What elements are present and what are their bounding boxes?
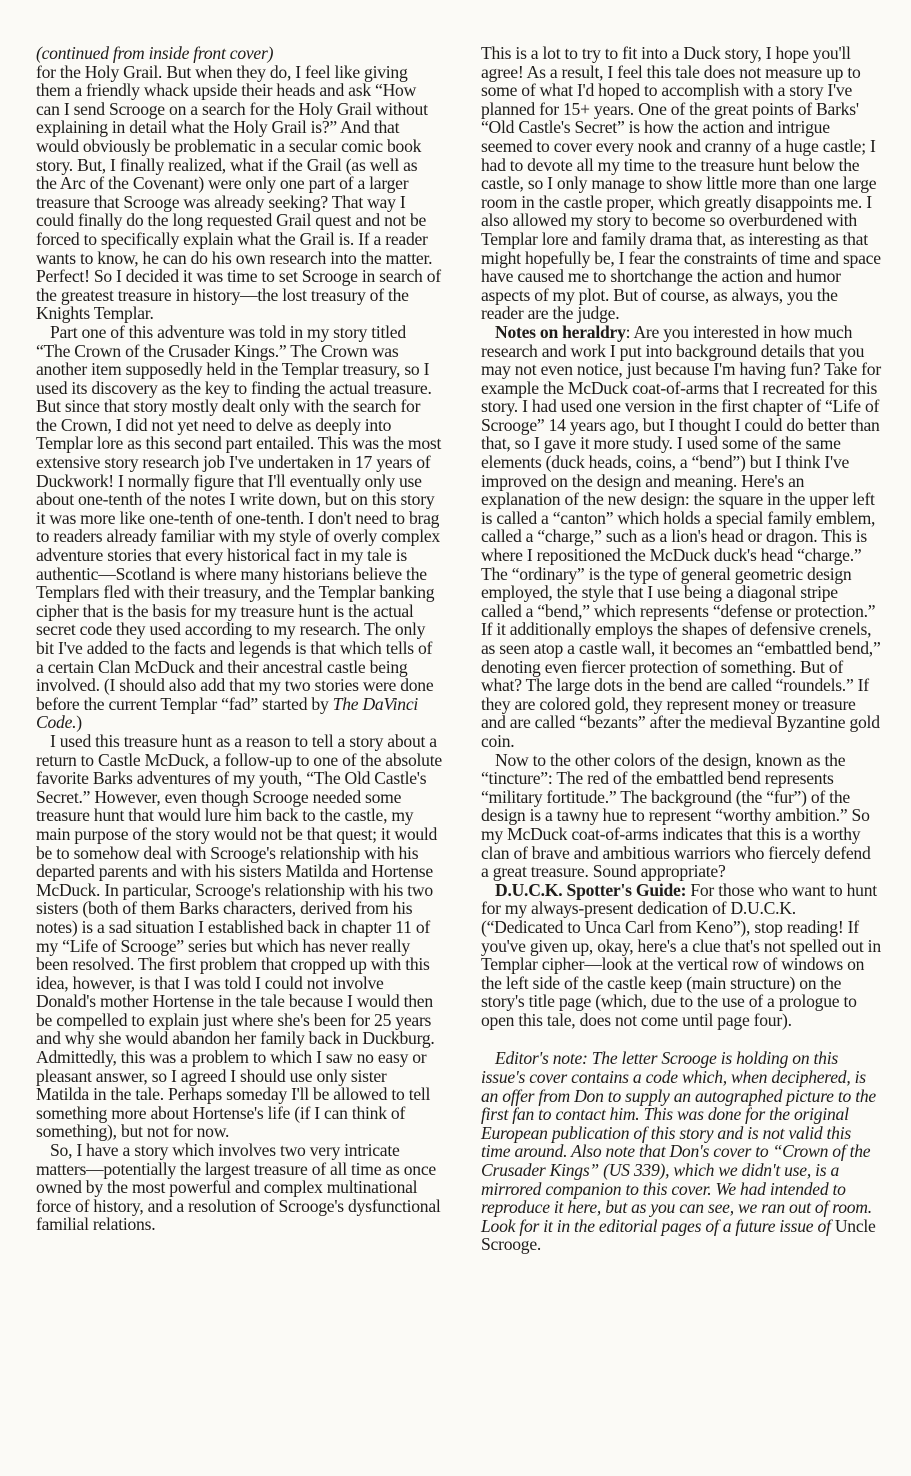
magazine-title: Uncle Scrooge. [481,1215,876,1255]
paragraph-text: Part one of this adventure was told in my story titled “The Crown of the Crusader Kings.” The Crown was another item supposedly held in the Templar treasury, so I used its discovery as the key to finding the actual treasure. But since that story mostly dealt only with the search for the Crown, I did not yet need to delve as deeply into Templar lore as this second part entailed. This was the most extensive story research job I've undertaken in 17 years of Duckwork! I normally figure that I'll eventually only use about one-tenth of the notes I write down, but on this story it was more like one-tenth of one-tenth. I don't need to brag to readers already familiar with my style of overly complex adventure stories that every historical fact in my tale is authentic—Scotland is where many historians believe the Templars fled with their treasury, and the Templar banking cipher that is the basis for my treasure hunt is the actual secret code they used according to my research. The only bit I've added to the facts and legends is that which tells of a certain Clan McDuck and their ancestral castle being involved. (I should also add that my two stories were done before the current Templar “fad” started by [36,321,442,714]
paragraph-castle: I used this treasure hunt as a reason to tell a story about a return to Castle McDuck, a follow-up to one of the absolute favorite Barks adventures of my youth, “The Old Castle's Secret.” However, even though Scrooge needed some treasure hunt that would lure him back to the castle, my main purpose of the story would not be that quest; it would be to somehow deal with Scrooge's relationship with his departed parents and with his sisters Matilda and Hortense McDuck. In particular, Scrooge's relationship with his two sisters (both of them Barks characters, derived from his notes) is a sad situation I established back in chapter 11 of my “Life of Scrooge” series but which has never really been resolved. The first problem that cropped up with this idea, however, is that I was told I could not involve Donald's mother Hortense in the tale because I would then be compelled to explain just where she's been for 25 years and why she would abandon her family back in Duckburg. Admittedly, this was a problem to which I saw no easy or pleasant answer, so I agreed I should use only sister Matilda in the tale. Perhaps someday I'll be allowed to tell something more about Hortense's life (if I can think of something), but not for now. [36,730,442,1142]
paragraph-tincture: Now to the other colors of the design, known as the “tincture”: The red of the embattled bend represents “military fortitude.” The background (the “fur”) of the design is a tawny hue to represent “worthy ambition.” So my McDuck coat-of-arms indicates that this is a worthy clan of brave and ambitious warriors who fiercely defend a great treasure. Sound appropriate? [481,749,871,882]
continuation-note [36,44,442,323]
editor-note [481,1049,881,1254]
paragraph-crown [36,323,442,732]
paragraph-spotter [481,881,881,1030]
paragraph-text: for the Holy Grail. But when they do, I feel like giving them a friendly whack upside their heads and ask “How can I send Scrooge on a search for the Holy Grail without explaining in detail what the Holy Grail is?” And that would obviously be problematic in a secular comic book story. But, I finally realized, what if the Grail (as well as the Arc of the Covenant) were only one part of a larger treasure that Scrooge was already seeking? That way I could finally do the long requested Grail quest and not be forced to specifically explain what the Grail is. If a reader wants to know, he can do his own research into the matter. Perfect! So I decided it was time to set Scrooge in search of the greatest treasure in history—the lost treasury of the Knights Templar. [36,61,441,324]
right-column [481,44,881,1254]
paragraph-summary: So, I have a story which involves two very intricate matters—potentially the largest treasure of all time as once owned by the most powerful and complex multinational force of history, and a resolution of Scrooge's dysfunctional familial relations. [36,1140,441,1235]
left-column [36,44,442,1234]
continued-from-label: (continued from inside front cover) [36,43,274,63]
spotter-heading: D.U.C.K. Spotter's Guide: [495,879,687,900]
paragraph-heraldry [481,323,881,751]
heraldry-heading: Notes on heraldry [495,321,626,342]
book-title: The DaVinci Code. [36,693,419,733]
paragraph-text: ) [76,712,82,733]
paragraph-text: : Are you interested in how much research and work I put into background details that you may not even notice, just because I'm having fun? Take for example the McDuck coat-of-arms that I recreated for this story. I had used one version in the first chapter of “Life of Scrooge” 14 years ago, but I thought I could do better than that, so I gave it more study. I used some of the same elements (duck heads, coins, a “bend”) but I think I've improved on the design and meaning. Here's an explanation of the new design: the square in the upper left is called a “canton” which holds a special family emblem, called a “charge,” such as a lion's head or dragon. This is where I repositioned the McDuck duck's head “charge.” The “ordinary” is the type of general geometric design employed, the style that I use being a diagonal stripe called a “bend,” which represents “defense or protection.” If it additionally employs the shapes of defensive crenels, as seen atop a castle wall, it becomes an “embattled bend,” denoting even fiercer protection of something. But of what? The large dots in the bend are called “roundels.” If they are colored gold, they represent money or treasure and are called “bezants” after the medieval Byzantine gold coin. [481,321,881,751]
paragraph-text: For those who want to hunt for my always-present dedication of D.U.C.K. (“Dedicated to Unca Carl from Keno”), stop reading! If you've given up, okay, here's a clue that's not spelled out in Templar cipher—look at the vertical row of windows on the left side of the castle keep (main structure) on the story's title page (which, due to the use of a prologue to open this tale, does not come until page four). [481,879,881,1030]
paragraph-duck-story: This is a lot to try to fit into a Duck story, I hope you'll agree! As a result, I feel this tale does not measure up to some of what I'd hoped to accomplish with a story I've planned for 15+ years. One of the great points of Barks' “Old Castle's Secret” is how the action and intrigue seemed to cover every nook and cranny of a huge castle; I had to devote all my time to the treasure hunt below the castle, so I only manage to show little more than one large room in the castle proper, which greatly disappoints me. I also allowed my story to become so overburdened with Templar lore and family drama that, as interesting as that might hopefully be, I fear the constraints of time and space have caused me to shortchange the action and humor aspects of my plot. But of course, as always, you the reader are the judge. [481,43,881,324]
editor-note-text: Editor's note: The letter Scrooge is holding on this issue's cover contains a code which, when deciphered, is an offer from Don to supply an autographed picture to the first fan to contact him. This was done for the original European publication of this story and is not valid this time around. Also note that Don's cover to “Crown of the Crusader Kings” (US 339), which we didn't use, is a mirrored companion to this cover. We had intended to reproduce it here, but as you can see, we ran out of room. Look for it in the editorial pages of a future issue of [481,1048,876,1236]
